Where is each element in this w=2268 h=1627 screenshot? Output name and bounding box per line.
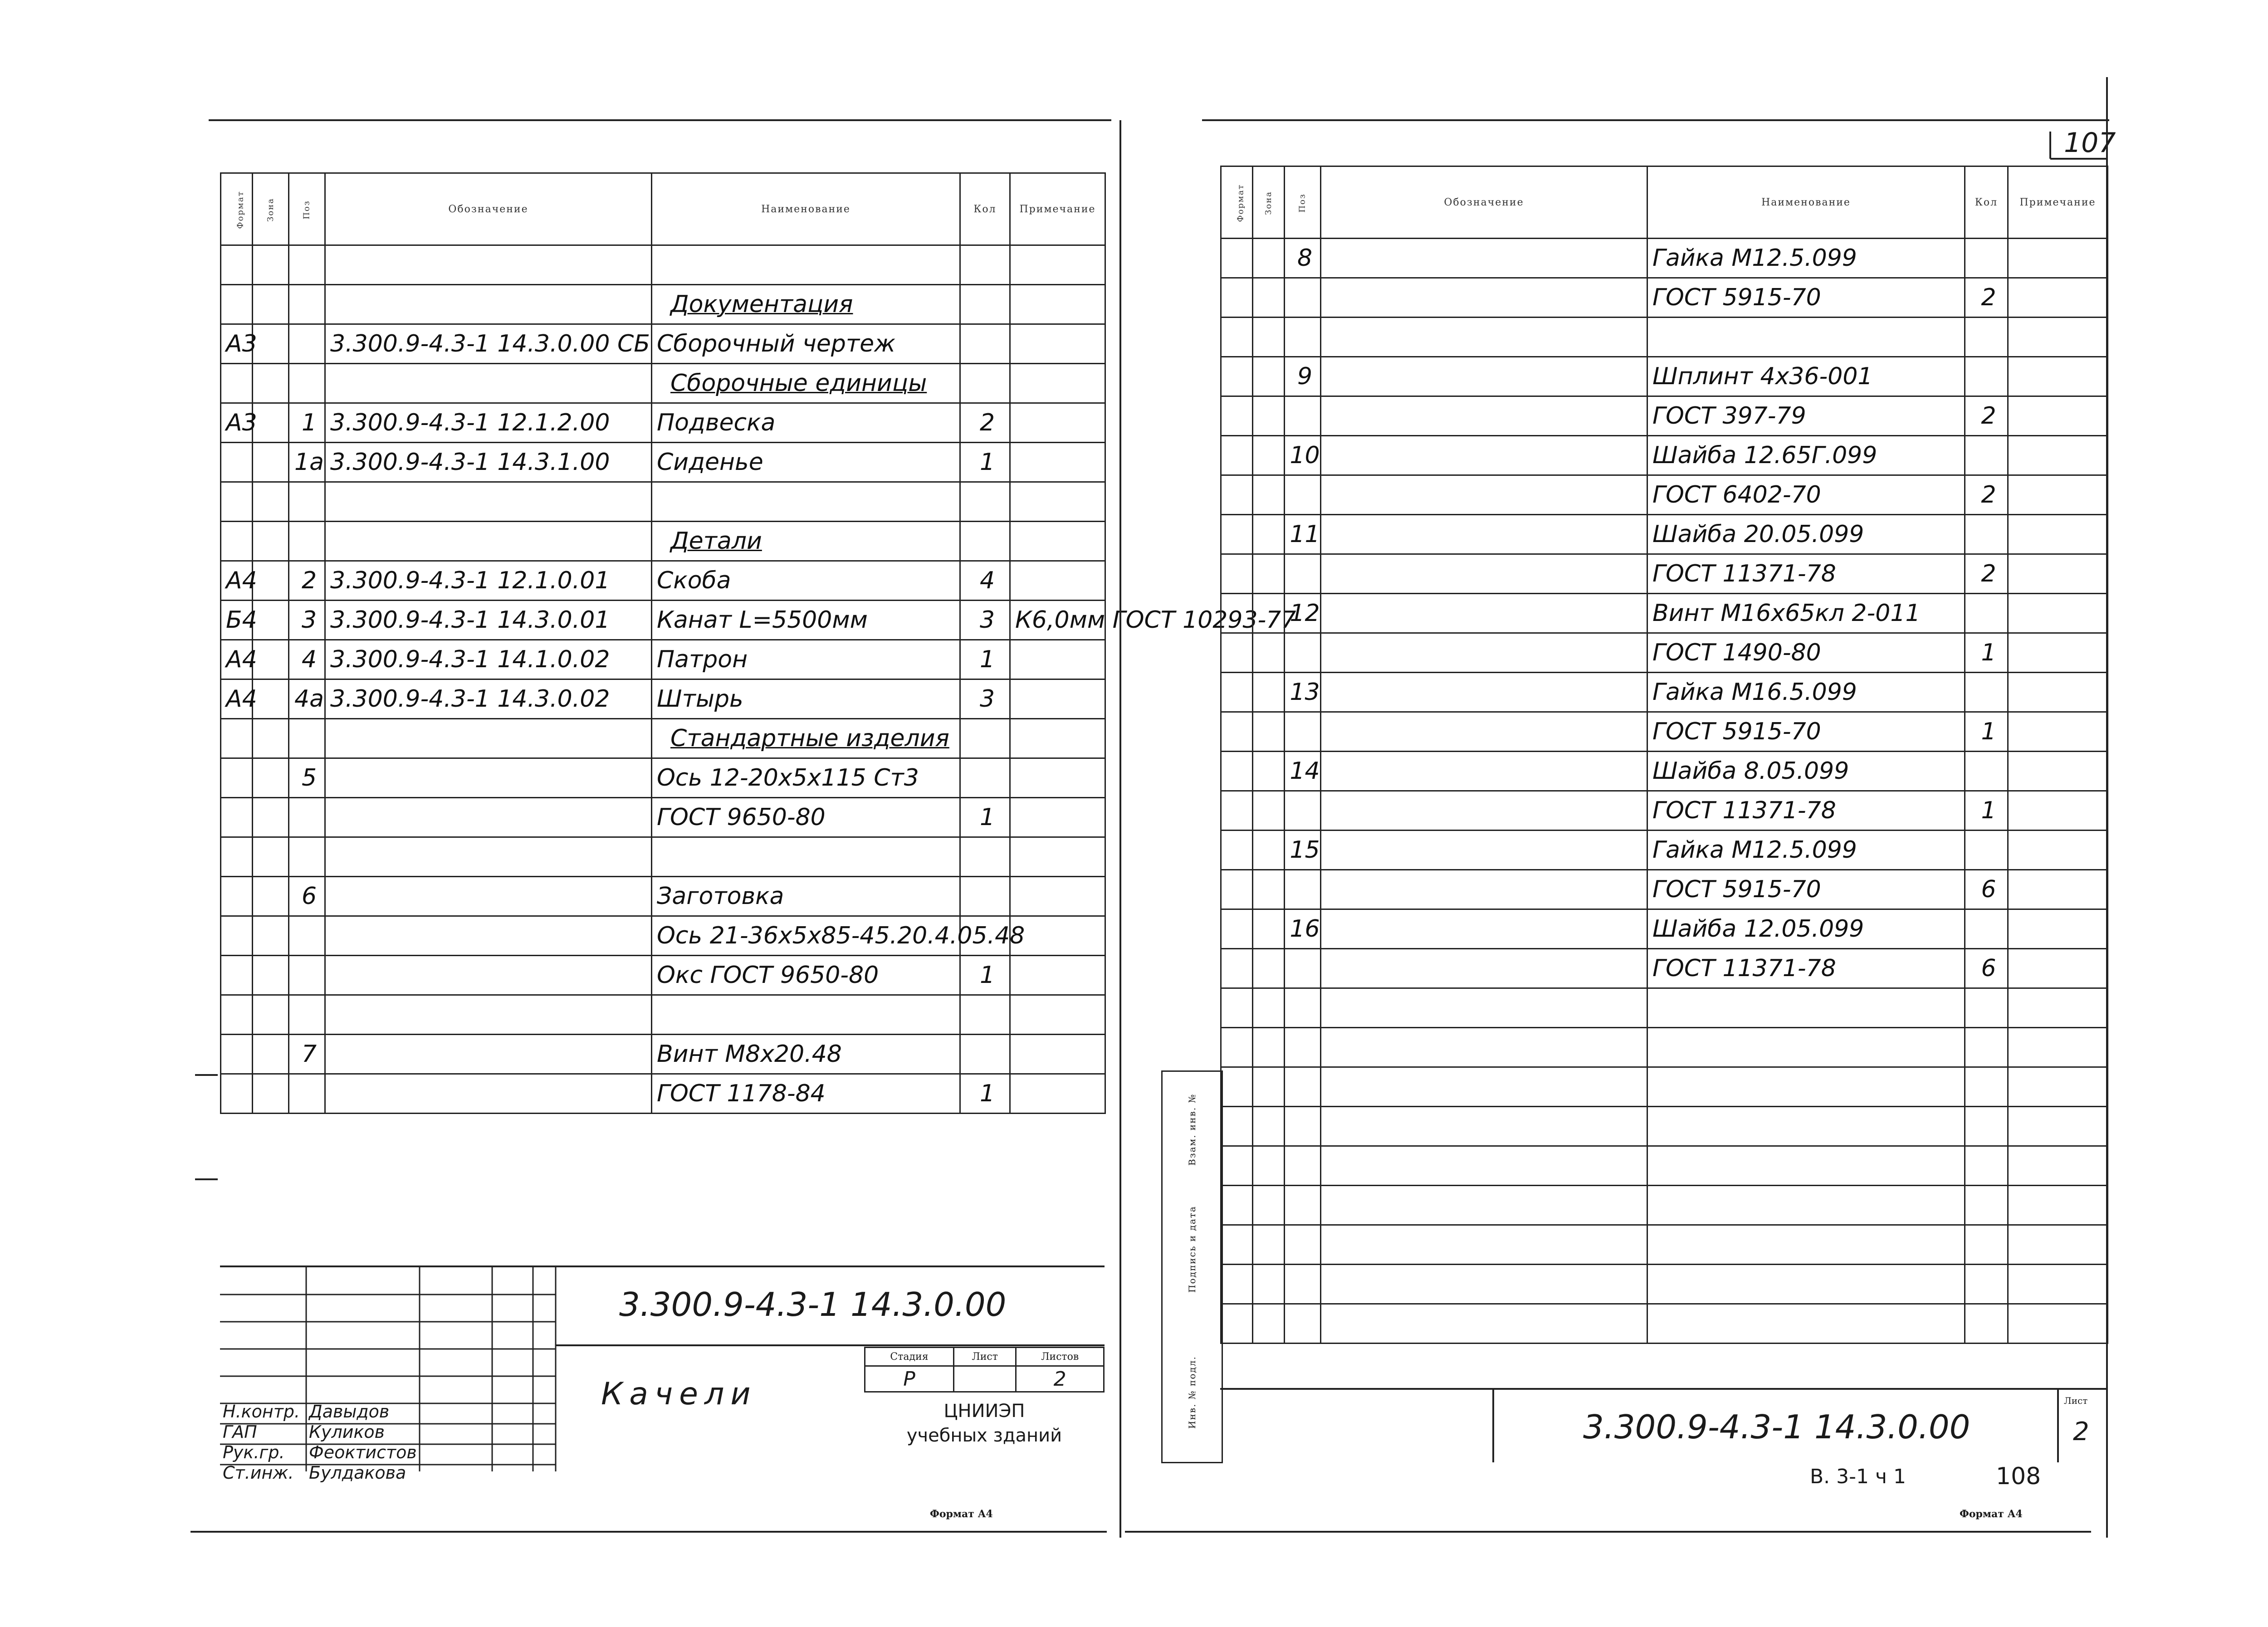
header-note: Примечание [2008, 166, 2108, 239]
spec-cell-qty: 1 [960, 1074, 1010, 1114]
role-person: Давыдов [309, 1402, 390, 1422]
spec-cell-name: Заготовка [652, 877, 960, 916]
spec-cell-name: Ось 21-36х5х85-45.20.4.05.48 [652, 916, 960, 956]
spec-cell-qty: 4 [960, 561, 1010, 601]
header-qty: Кол [960, 173, 1010, 245]
spec-cell-note: К6,0мм ГОСТ 10293-77 [1010, 601, 1105, 640]
spec-cell-name: ГОСТ 5915-70 [1647, 870, 1965, 909]
spec-cell-name: Скоба [652, 561, 960, 601]
stage-value: Р [865, 1366, 954, 1392]
spec-cell-qty: 1 [1965, 712, 2008, 752]
role-person: Куликов [309, 1422, 385, 1442]
spec-cell-name: Канат L=5500мм [652, 601, 960, 640]
format-right: Формат А4 [1960, 1508, 2023, 1520]
spec-cell-name: ГОСТ 5915-70 [1647, 278, 1965, 318]
stamp-replace: Взам. инв. № [1187, 1093, 1198, 1166]
spec-cell-name: Сборочные единицы [652, 364, 960, 403]
spec-cell-pos: 5 [289, 758, 325, 798]
spec-cell-name: Документация [652, 285, 960, 324]
sheet-label: Лист [953, 1348, 1016, 1366]
page-number-bottom: 108 [1996, 1463, 2041, 1490]
spec-cell-qty: 1 [1965, 633, 2008, 673]
spec-cell-pos: 15 [1285, 831, 1321, 870]
spec-cell-pos: 10 [1285, 436, 1321, 475]
spec-cell-qty: 1 [960, 443, 1010, 482]
spec-cell-designation: 3.300.9-4.3-1 12.1.0.01 [325, 561, 652, 601]
spec-cell-name: ГОСТ 9650-80 [652, 798, 960, 837]
spec-cell-qty: 6 [1965, 870, 2008, 909]
header-designation: Обозначение [1321, 166, 1647, 239]
series-label: В. 3-1 ч 1 [1810, 1465, 1906, 1488]
role-person: Феоктистов [309, 1442, 417, 1462]
spec-cell-pos: 1а [289, 443, 325, 482]
header-zone: Зона [1253, 166, 1285, 239]
header-note: Примечание [1010, 173, 1105, 245]
document-name: Качели [601, 1376, 757, 1412]
spec-cell-name: Сборочный чертеж [652, 324, 960, 364]
spec-cell-name: Шайба 12.65Г.099 [1647, 436, 1965, 475]
document-code: 3.300.9-4.3-1 14.3.0.00 [619, 1285, 1007, 1324]
spec-cell-name: ГОСТ 1490-80 [1647, 633, 1965, 673]
spec-cell-name: Детали [652, 522, 960, 561]
spec-cell-pos: 7 [289, 1035, 325, 1074]
spec-cell-name: Шплинт 4х36-001 [1647, 357, 1965, 396]
spec-cell-name: Сиденье [652, 443, 960, 482]
spec-cell-designation: 3.300.9-4.3-1 12.1.2.00 [325, 403, 652, 443]
spec-cell-format: А3 [221, 403, 253, 443]
spec-cell-pos: 11 [1285, 515, 1321, 554]
spec-cell-pos: 6 [289, 877, 325, 916]
header-name: Наименование [1647, 166, 1965, 239]
spec-cell-designation: 3.300.9-4.3-1 14.3.0.01 [325, 601, 652, 640]
spec-cell-qty: 2 [1965, 475, 2008, 515]
spec-cell-pos: 12 [1285, 594, 1321, 633]
spec-cell-name: ГОСТ 11371-78 [1647, 949, 1965, 988]
spec-cell-designation: 3.300.9-4.3-1 14.3.0.02 [325, 679, 652, 719]
spec-cell-name: Шайба 12.05.099 [1647, 909, 1965, 949]
role-label: ГАП [223, 1422, 257, 1442]
spec-cell-format: А4 [221, 640, 253, 679]
spec-cell-pos: 1 [289, 403, 325, 443]
spec-cell-pos: 8 [1285, 239, 1321, 278]
spec-cell-pos: 2 [289, 561, 325, 601]
spec-cell-name: Гайка М16.5.099 [1647, 673, 1965, 712]
header-pos: Поз [289, 173, 325, 245]
stamp-signature: Подпись и дата [1187, 1206, 1198, 1293]
spec-cell-name: Винт М8х20.48 [652, 1035, 960, 1074]
spec-cell-qty: 2 [960, 403, 1010, 443]
spec-cell-name: ГОСТ 397-79 [1647, 396, 1965, 436]
spec-cell-name: Шайба 8.05.099 [1647, 752, 1965, 791]
spec-cell-pos: 14 [1285, 752, 1321, 791]
org-dept: учебных зданий [906, 1425, 1062, 1446]
spec-cell-qty: 2 [1965, 396, 2008, 436]
spec-cell-qty: 1 [960, 956, 1010, 995]
spec-cell-pos: 16 [1285, 909, 1321, 949]
right-sheet-label: Лист [2064, 1395, 2088, 1406]
spec-cell-designation: 3.300.9-4.3-1 14.3.1.00 [325, 443, 652, 482]
spec-cell-designation: 3.300.9-4.3-1 14.3.0.00 СБ [325, 324, 652, 364]
header-pos: Поз [1285, 166, 1321, 239]
header-designation: Обозначение [325, 173, 652, 245]
role-label: Рук.гр. [223, 1442, 285, 1462]
spec-cell-name: Гайка М12.5.099 [1647, 239, 1965, 278]
spec-cell-name: Штырь [652, 679, 960, 719]
spec-cell-pos: 3 [289, 601, 325, 640]
spec-cell-name: ГОСТ 6402-70 [1647, 475, 1965, 515]
sheets-label: Листов [1016, 1348, 1104, 1366]
spec-cell-name: Гайка М12.5.099 [1647, 831, 1965, 870]
role-label: Н.контр. [223, 1402, 300, 1422]
header-qty: Кол [1965, 166, 2008, 239]
spec-cell-qty: 3 [960, 601, 1010, 640]
spec-cell-name: ГОСТ 5915-70 [1647, 712, 1965, 752]
stage-label: Стадия [865, 1348, 954, 1366]
role-label: Ст.инж. [223, 1463, 294, 1483]
spec-cell-designation: 3.300.9-4.3-1 14.1.0.02 [325, 640, 652, 679]
spec-cell-name: Винт М16х65кл 2-011 [1647, 594, 1965, 633]
right-sheet-number: 2 [2073, 1417, 2089, 1446]
sheets-value: 2 [1016, 1366, 1104, 1392]
spec-cell-name: Патрон [652, 640, 960, 679]
format-left: Формат А4 [930, 1508, 993, 1520]
spec-cell-pos: 9 [1285, 357, 1321, 396]
spec-cell-name: Шайба 20.05.099 [1647, 515, 1965, 554]
spec-cell-name: Окс ГОСТ 9650-80 [652, 956, 960, 995]
header-name: Наименование [652, 173, 960, 245]
spec-cell-qty: 2 [1965, 278, 2008, 318]
spec-cell-qty: 1 [960, 798, 1010, 837]
header-format: Формат [221, 173, 253, 245]
spec-cell-name: Стандартные изделия [652, 719, 960, 758]
right-document-code: 3.300.9-4.3-1 14.3.0.00 [1583, 1408, 1970, 1446]
stamp-inventory: Инв. № подл. [1187, 1356, 1198, 1429]
spec-cell-qty: 3 [960, 679, 1010, 719]
spec-cell-format: А4 [221, 679, 253, 719]
spec-cell-name: Подвеска [652, 403, 960, 443]
spec-cell-name: ГОСТ 1178-84 [652, 1074, 960, 1114]
spec-cell-pos: 4а [289, 679, 325, 719]
org-name: ЦНИИЭП [943, 1401, 1025, 1422]
spec-cell-name: Ось 12-20х5х115 Ст3 [652, 758, 960, 798]
spec-cell-pos: 13 [1285, 673, 1321, 712]
spec-cell-format: Б4 [221, 601, 253, 640]
header-format: Формат [1221, 166, 1253, 239]
spec-cell-qty: 1 [960, 640, 1010, 679]
role-person: Булдакова [309, 1463, 406, 1483]
spec-cell-qty: 1 [1965, 791, 2008, 831]
spec-cell-pos: 4 [289, 640, 325, 679]
spec-cell-qty: 2 [1965, 554, 2008, 594]
spec-cell-qty: 6 [1965, 949, 2008, 988]
spec-cell-name: ГОСТ 11371-78 [1647, 791, 1965, 831]
header-zone: Зона [253, 173, 289, 245]
spec-cell-format: А3 [221, 324, 253, 364]
page-number-top: 107 [2064, 127, 2116, 159]
spec-cell-format: А4 [221, 561, 253, 601]
spec-cell-name: ГОСТ 11371-78 [1647, 554, 1965, 594]
